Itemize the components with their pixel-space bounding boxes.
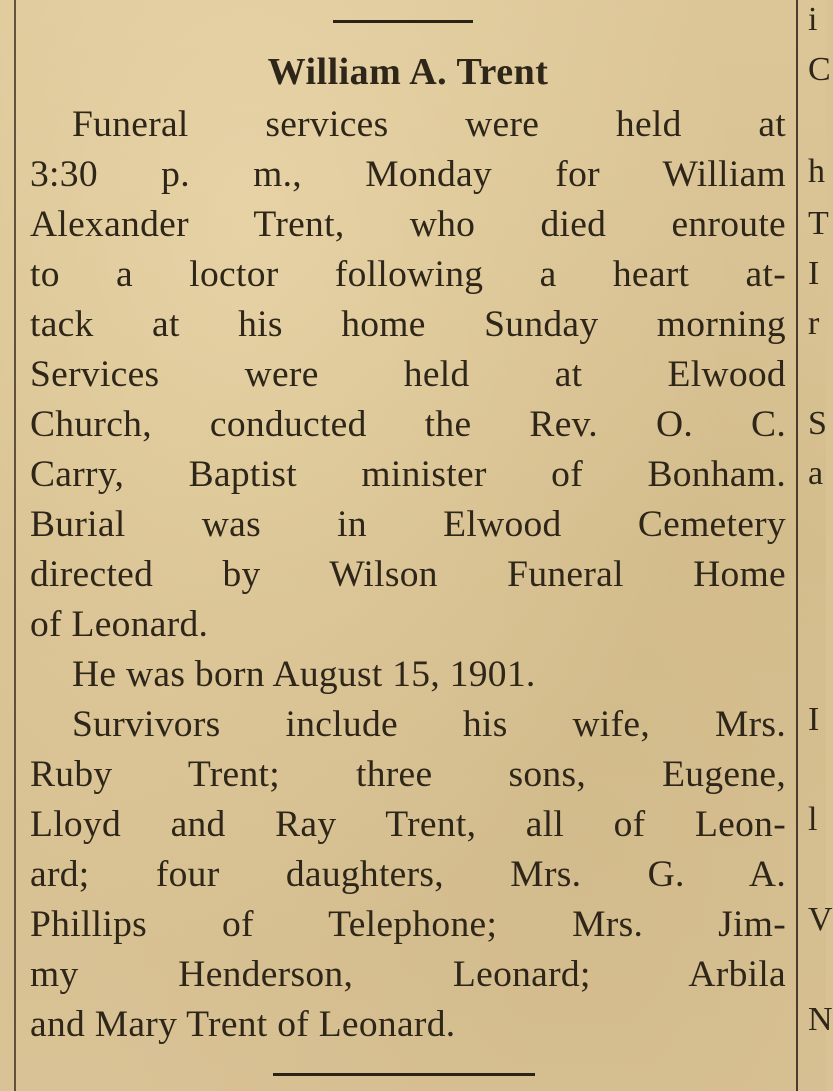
right-column-rule: [796, 0, 798, 1091]
adjacent-fragment: N: [808, 1001, 833, 1038]
adjacent-fragment: a: [808, 455, 824, 492]
body-line: to a loctor following a heart at-: [30, 254, 786, 295]
body-line: tack at his home Sunday morning: [30, 304, 786, 345]
body-line: directed by Wilson Funeral Home: [30, 554, 786, 595]
body-line: Ruby Trent; three sons, Eugene,: [30, 754, 786, 795]
body-line: ard; four daughters, Mrs. G. A.: [30, 854, 786, 895]
body-line: Survivors include his wife, Mrs.: [72, 704, 786, 745]
body-line: my Henderson, Leonard; Arbila: [30, 954, 786, 995]
bottom-divider-rule: [273, 1073, 535, 1076]
adjacent-column-fragments: [804, 0, 833, 1091]
obituary-body: [30, 100, 786, 1050]
body-line: Church, conducted the Rev. O. C.: [30, 404, 786, 445]
top-divider-rule: [333, 20, 473, 23]
body-line: Burial was in Elwood Cemetery: [30, 504, 786, 545]
body-line: He was born August 15, 1901.: [72, 654, 536, 695]
adjacent-fragment: l: [808, 801, 818, 838]
adjacent-fragment: T: [808, 205, 829, 242]
adjacent-fragment: h: [808, 153, 825, 190]
body-line: Lloyd and Ray Trent, all of Leon-: [30, 804, 786, 845]
body-line: Alexander Trent, who died enroute: [30, 204, 786, 245]
body-line: Carry, Baptist minister of Bonham.: [30, 454, 786, 495]
body-line: and Mary Trent of Leonard.: [30, 1004, 456, 1045]
left-column-rule: [14, 0, 16, 1091]
adjacent-fragment: I: [808, 255, 820, 292]
body-line: Funeral services were held at: [72, 104, 786, 145]
adjacent-fragment: C: [808, 51, 831, 88]
body-line: Phillips of Telephone; Mrs. Jim-: [30, 904, 786, 945]
body-line: 3:30 p. m., Monday for William: [30, 154, 786, 195]
adjacent-fragment: V: [808, 901, 833, 938]
body-line: of Leonard.: [30, 604, 209, 645]
obituary-headline: William A. Trent: [267, 51, 549, 93]
adjacent-fragment: I: [808, 701, 820, 738]
adjacent-fragment: i: [808, 1, 818, 38]
body-line: Services were held at Elwood: [30, 354, 786, 395]
adjacent-fragment: r: [808, 305, 820, 342]
adjacent-fragment: S: [808, 405, 827, 442]
